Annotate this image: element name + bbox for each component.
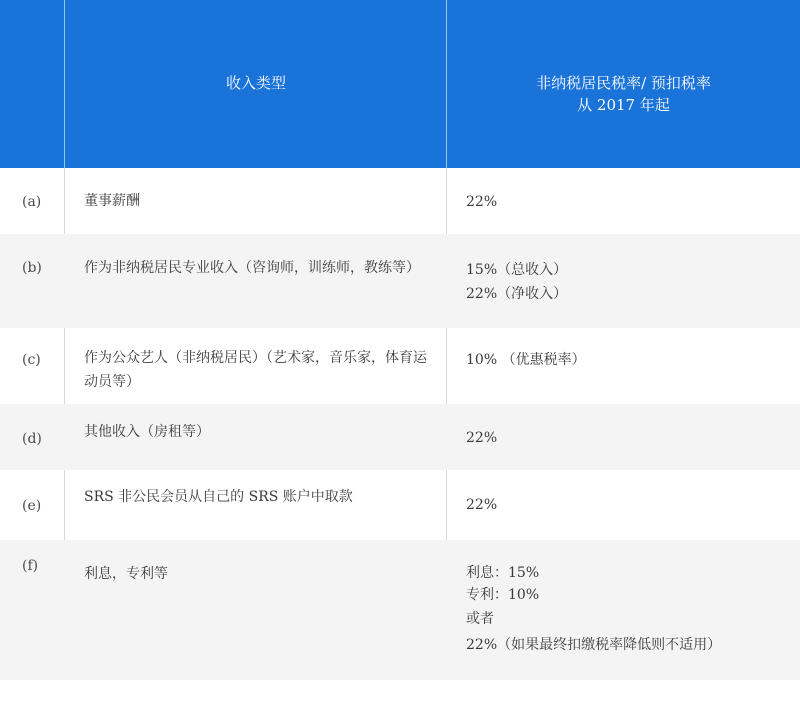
header-tax-rate (447, 72, 800, 116)
header-income-type: 收入类型 (225, 74, 286, 92)
rate-line: 22%（净收入） (466, 286, 568, 302)
row-index: (b) (22, 260, 42, 276)
row-index: (a) (22, 194, 42, 210)
row-tax-rate (466, 426, 796, 450)
rate-line: 22%（如果最终扣缴税率降低则不适用） (466, 637, 722, 653)
row-index: (e) (22, 498, 42, 514)
header-tax-rate-line2: 从 2017 年起 (577, 96, 670, 114)
rate-line: 22% (466, 194, 498, 210)
rate-line: 利息：15% (466, 565, 540, 581)
row-tax-rate (466, 190, 796, 214)
row-tax-rate (466, 348, 796, 372)
table-row (0, 404, 800, 470)
row-index: (f) (22, 558, 39, 574)
rate-line: 15%（总收入） (466, 262, 568, 278)
row-tax-rate (466, 562, 796, 658)
table-row (0, 470, 800, 540)
row-income-type: 董事薪酬 (84, 193, 140, 209)
table-row (0, 168, 800, 234)
row-index: (d) (22, 431, 42, 447)
rate-line: 或者 (466, 611, 494, 627)
rate-line: 22% (466, 430, 498, 446)
table-row (0, 234, 800, 328)
row-income-type: 作为公众艺人（非纳税居民）（艺术家，音乐家，体育运动员等） (84, 350, 427, 390)
row-tax-rate (466, 258, 796, 306)
row-tax-rate (466, 493, 796, 517)
row-income-type: 利息，专利等 (84, 566, 168, 582)
table-row (0, 540, 800, 680)
rate-line: 10% （优惠税率） (466, 352, 586, 368)
row-index: (c) (22, 352, 41, 368)
row-income-type: 其他收入（房租等） (84, 424, 210, 440)
row-income-type: 作为非纳税居民专业收入（咨询师，训练师，教练等） (84, 260, 420, 276)
rate-line: 专利：10% (466, 587, 540, 603)
table-row (0, 328, 800, 404)
row-income-type: SRS 非公民会员从自己的 SRS 账户中取款 (84, 489, 353, 505)
table-header (0, 0, 800, 168)
header-tax-rate-line1: 非纳税居民税率/ 预扣税率 (536, 74, 711, 92)
rate-line: 22% (466, 497, 498, 513)
